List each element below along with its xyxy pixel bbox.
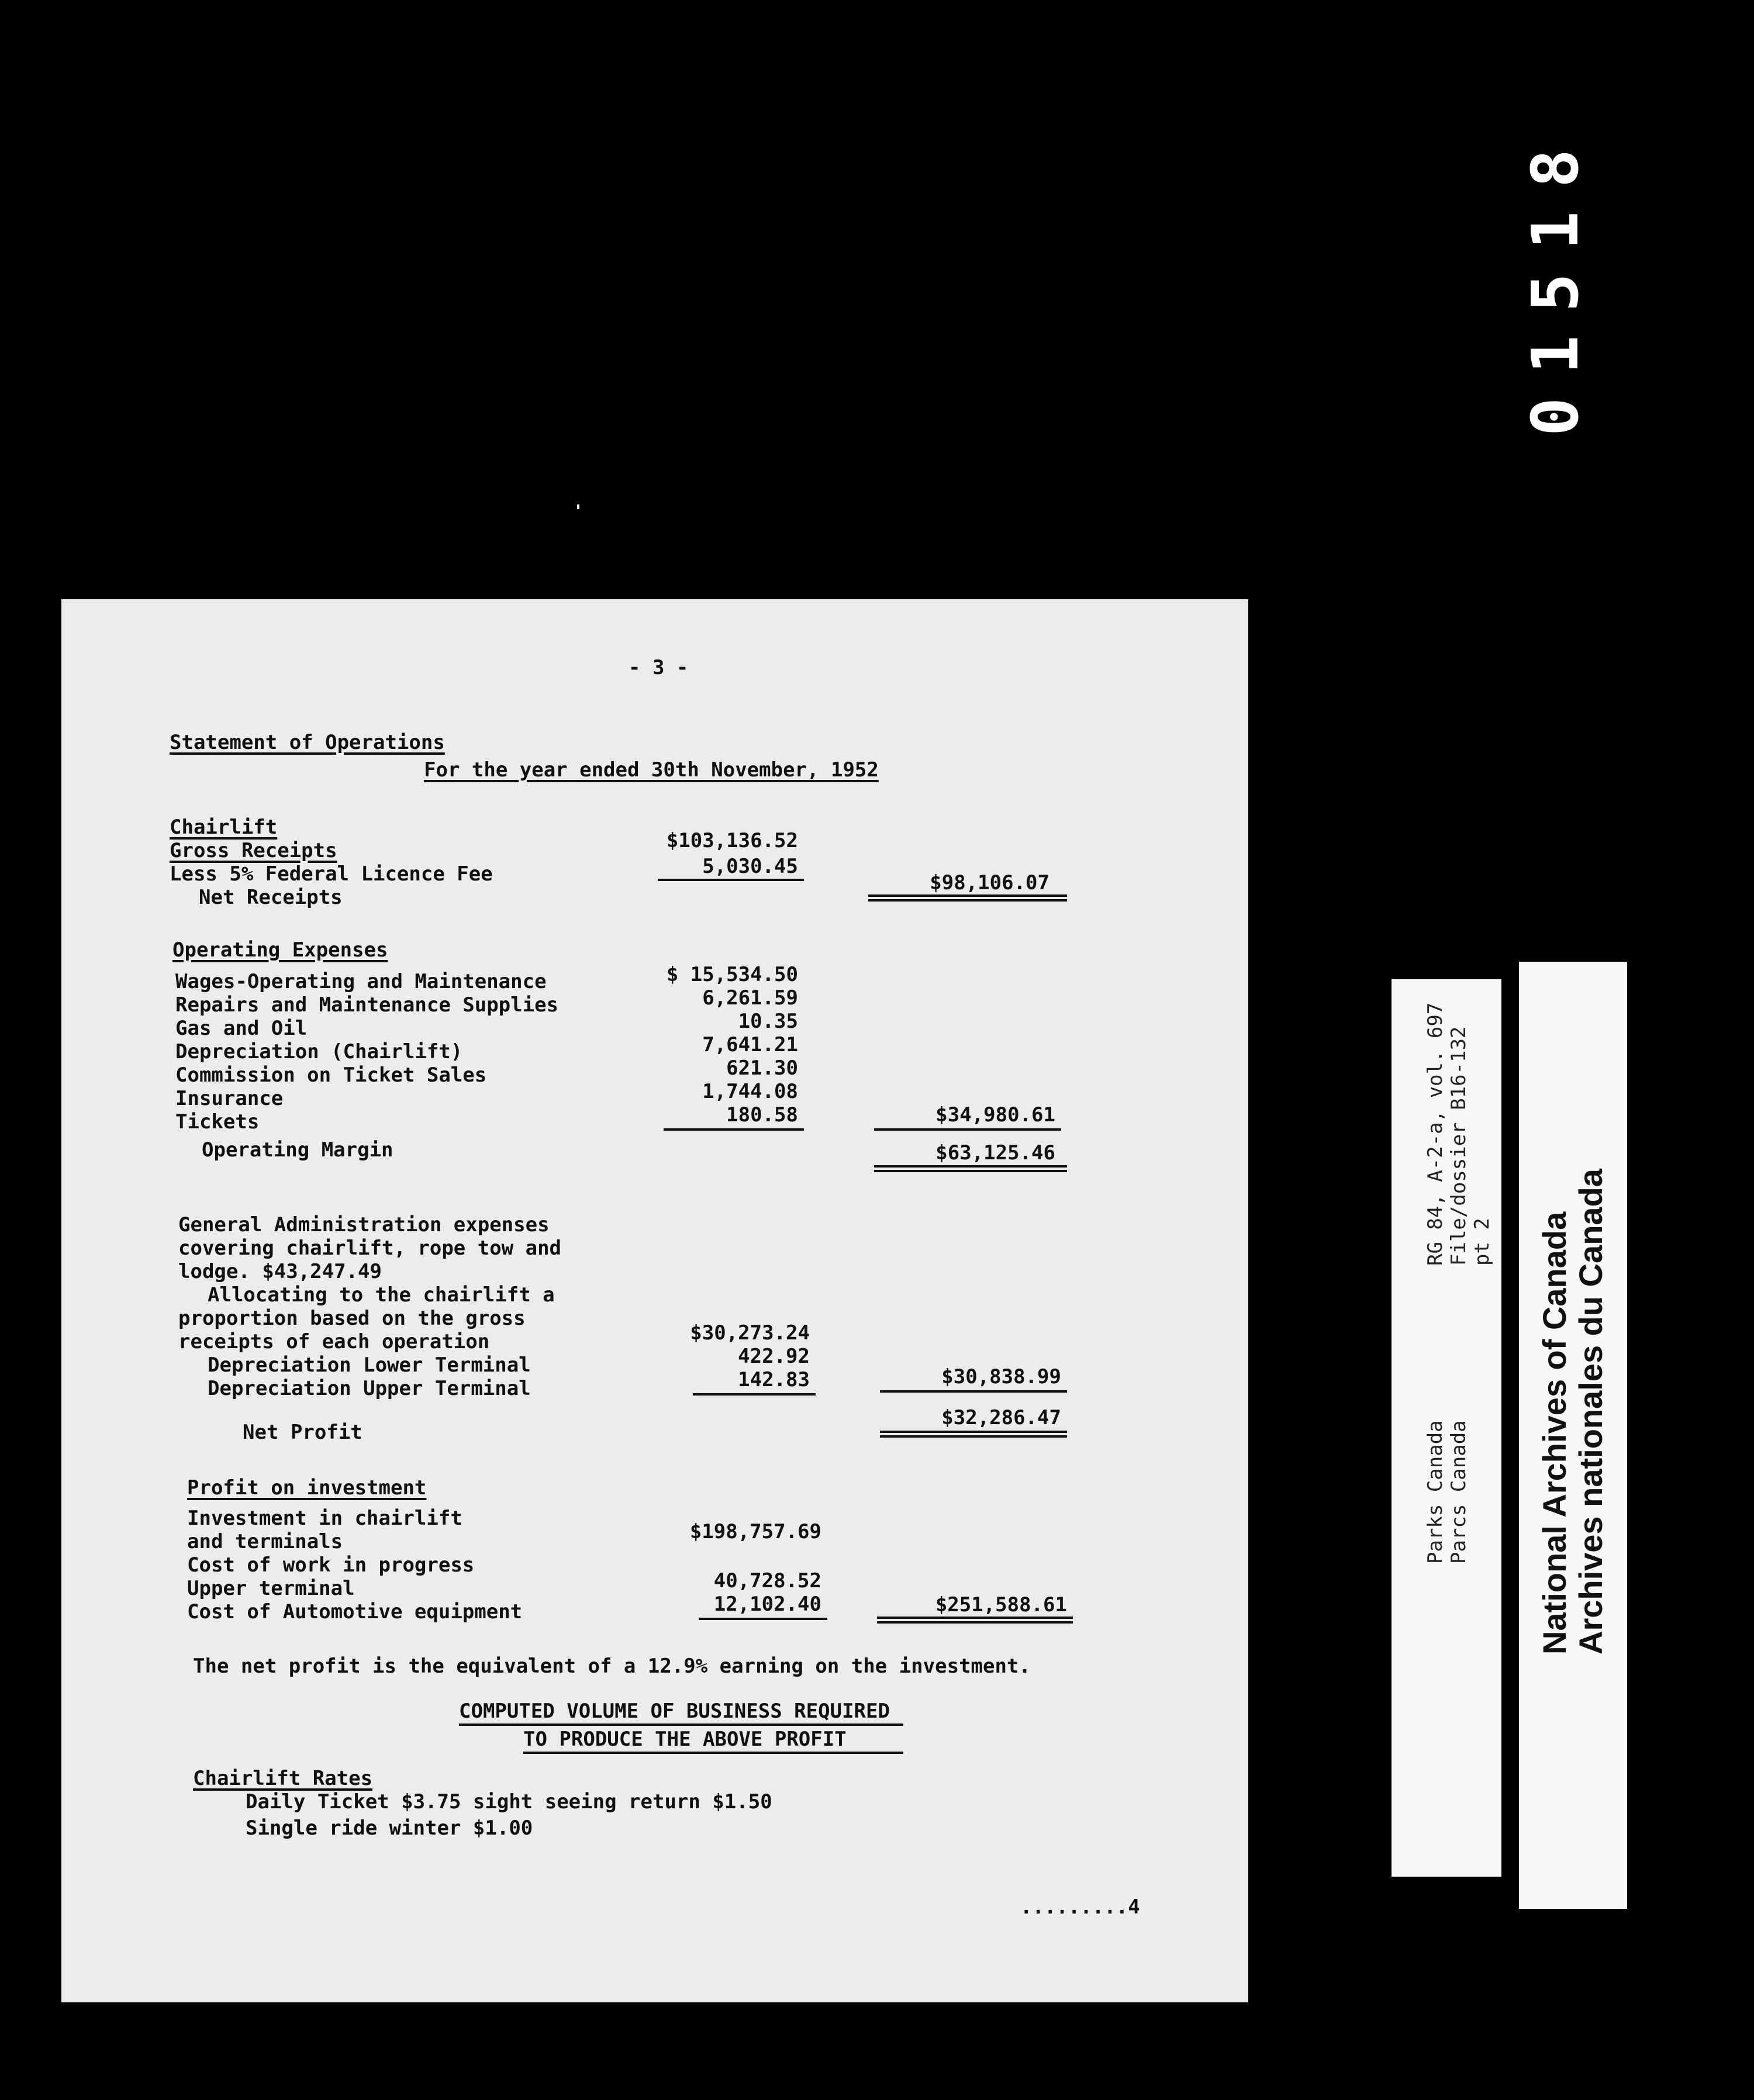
admin-text-line: General Administration expenses [178, 1213, 550, 1236]
investment-label: and terminals [187, 1530, 343, 1553]
reference-line: pt 2 [1470, 1218, 1494, 1266]
work-in-progress-label: Cost of work in progress [187, 1553, 475, 1577]
document-subtitle: For the year ended 30th November, 1952 [424, 758, 879, 782]
admin-text-line: receipts of each operation [178, 1330, 490, 1353]
licence-fee-value: 5,030.45 [702, 855, 798, 878]
rates-heading: Chairlift Rates [193, 1767, 373, 1790]
profit-investment-heading: Profit on investment [187, 1476, 427, 1500]
expense-label: Tickets [175, 1110, 260, 1134]
operating-margin-label: Operating Margin [202, 1138, 393, 1162]
archives-label [1519, 962, 1627, 1909]
upper-terminal-label: Upper terminal [187, 1577, 355, 1600]
archives-name-english: National Archives of Canada [1536, 1211, 1573, 1655]
admin-allocation-value: $30,273.24 [690, 1321, 810, 1345]
expense-label: Depreciation (Chairlift) [175, 1040, 463, 1063]
expense-value: 1,744.08 [702, 1080, 798, 1103]
admin-text-line: covering chairlift, rope tow and [178, 1236, 562, 1260]
expense-label: Repairs and Maintenance Supplies [175, 993, 559, 1017]
rule [664, 1128, 804, 1131]
expense-label: Gas and Oil [175, 1017, 308, 1040]
rule [459, 1723, 903, 1726]
expense-label: Commission on Ticket Sales [175, 1063, 487, 1087]
chairlift-heading: Chairlift [170, 816, 278, 839]
computed-subheading: TO PRODUCE THE ABOVE PROFIT [523, 1728, 847, 1751]
admin-total: $30,838.99 [941, 1365, 1061, 1389]
rule [699, 1618, 827, 1620]
expense-value: $ 15,534.50 [666, 963, 798, 986]
dep-upper-label: Depreciation Upper Terminal [208, 1377, 531, 1400]
net-receipts-value: $98,106.07 [930, 871, 1049, 894]
admin-text-line: lodge. $43,247.49 [178, 1260, 382, 1283]
expense-value: 10.35 [738, 1010, 798, 1033]
double-rule [880, 1431, 1067, 1438]
gross-receipts-label: Gross Receipts [170, 839, 337, 862]
rates-line: Daily Ticket $3.75 sight seeing return $1.50 [246, 1790, 772, 1814]
admin-text-line: proportion based on the gross [178, 1307, 526, 1330]
operating-margin-value: $63,125.46 [935, 1141, 1055, 1165]
licence-fee-label: Less 5% Federal Licence Fee [170, 862, 493, 886]
net-profit-statement: The net profit is the equivalent of a 12.9% earning on the investment. [193, 1655, 1031, 1678]
expense-value: 180.58 [726, 1103, 798, 1127]
document-title: Statement of Operations [170, 731, 445, 754]
operating-expenses-total: $34,980.61 [935, 1103, 1055, 1127]
upper-terminal-value: 40,728.52 [713, 1569, 821, 1593]
automotive-label: Cost of Automotive equipment [187, 1600, 523, 1624]
reference-line: RG 84, A-2-a, vol. 697 [1424, 1002, 1447, 1266]
investment-total: $251,588.61 [935, 1593, 1067, 1617]
net-profit-label: Net Profit [243, 1421, 362, 1444]
page-number: - 3 - [629, 656, 689, 679]
rule [880, 1390, 1067, 1393]
film-frame-number: 01518 [1518, 125, 1593, 436]
reference-line: File/dossier B16-132 [1447, 1026, 1470, 1266]
admin-text-line: Allocating to the chairlift a [208, 1283, 555, 1307]
expense-value: 7,641.21 [702, 1033, 798, 1056]
dep-upper-value: 142.83 [738, 1368, 810, 1391]
expense-label: Wages-Operating and Maintenance [175, 970, 547, 993]
dep-lower-value: 422.92 [738, 1345, 810, 1368]
document-page [61, 599, 1248, 2002]
reference-line: Parcs Canada [1447, 1420, 1470, 1564]
double-rule [877, 1617, 1073, 1624]
rule [874, 1128, 1061, 1131]
dust-speck: ' [573, 502, 584, 522]
double-rule [868, 894, 1067, 902]
automotive-value: 12,102.40 [713, 1593, 821, 1616]
expense-value: 621.30 [726, 1056, 798, 1080]
dep-lower-label: Depreciation Lower Terminal [208, 1353, 531, 1377]
expense-value: 6,261.59 [702, 986, 798, 1010]
reference-line: Parks Canada [1424, 1420, 1447, 1564]
reference-label [1392, 979, 1501, 1877]
rule [658, 879, 804, 881]
net-receipts-label: Net Receipts [199, 886, 343, 909]
gross-receipts-value: $103,136.52 [666, 829, 798, 852]
continuation-marker: .........4 [1020, 1895, 1140, 1919]
rates-line: Single ride winter $1.00 [246, 1816, 533, 1840]
double-rule [874, 1165, 1067, 1172]
investment-label: Investment in chairlift [187, 1507, 462, 1530]
rule [523, 1752, 903, 1754]
expense-label: Insurance [175, 1087, 284, 1110]
operating-expenses-heading: Operating Expenses [172, 938, 388, 962]
net-profit-value: $32,286.47 [941, 1406, 1061, 1429]
rule [693, 1393, 816, 1396]
archives-name-french: Archives nationales du Canada [1572, 1169, 1609, 1655]
investment-value: $198,757.69 [689, 1520, 821, 1543]
computed-heading: COMPUTED VOLUME OF BUSINESS REQUIRED [459, 1700, 890, 1723]
